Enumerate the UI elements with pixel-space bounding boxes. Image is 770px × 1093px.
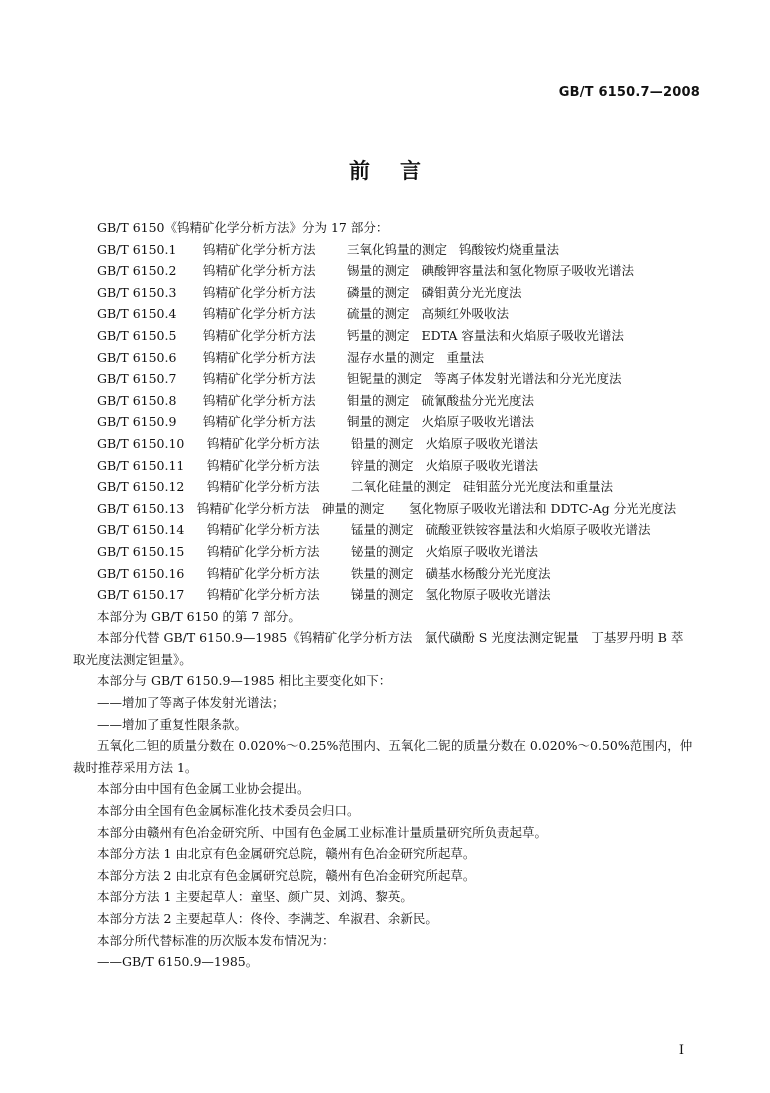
part-item-title: 铅量的测定 bbox=[351, 435, 414, 451]
part-series-title: 钨精矿化学分析方法 bbox=[203, 284, 316, 300]
part-series-title: 钨精矿化学分析方法 bbox=[207, 543, 320, 559]
part-item-title: 锑量的测定 bbox=[351, 587, 414, 603]
part-method-title: EDTA 容量法和火焰原子吸收光谱法 bbox=[421, 327, 624, 343]
part-series-title: 钨精矿化学分析方法 bbox=[203, 392, 316, 408]
part-list-item bbox=[73, 260, 695, 282]
part-list-item bbox=[73, 239, 695, 261]
part-series-title: 钨精矿化学分析方法 bbox=[203, 349, 316, 365]
part-code: GB/T 6150.13 bbox=[97, 500, 185, 516]
part-of-paragraph: 本部分为 GB/T 6150 的第 7 部分。 bbox=[97, 608, 301, 624]
change-item: ——增加了重复性限条款。 bbox=[97, 716, 248, 732]
part-series-title: 钨精矿化学分析方法 bbox=[207, 565, 320, 581]
part-series-title: 钨精矿化学分析方法 bbox=[207, 479, 320, 495]
part-code: GB/T 6150.2 bbox=[97, 263, 177, 279]
part-code: GB/T 6150.16 bbox=[97, 565, 185, 581]
part-list-item bbox=[73, 584, 695, 606]
part-method-title: 硫氰酸盐分光光度法 bbox=[421, 392, 535, 408]
method1-drafted-paragraph: 本部分方法 1 由北京有色金属研究总院，赣州有色冶金研究所起草。 bbox=[97, 846, 476, 862]
part-code: GB/T 6150.9 bbox=[97, 414, 177, 430]
part-series-title: 钨精矿化学分析方法 bbox=[196, 500, 310, 516]
part-item-title: 湿存水量的测定 bbox=[347, 349, 435, 365]
part-code: GB/T 6150.14 bbox=[97, 522, 185, 538]
part-series-title: 钨精矿化学分析方法 bbox=[207, 435, 320, 451]
part-method-title: 氢化物原子吸收光谱法 bbox=[425, 587, 551, 603]
part-method-title: 磷钼黄分光光度法 bbox=[421, 284, 522, 300]
part-method-title: 重量法 bbox=[446, 349, 485, 365]
part-list-item bbox=[73, 390, 695, 412]
part-item-title: 钼量的测定 bbox=[347, 392, 410, 408]
change-item: ——增加了等离子体发射光谱法； bbox=[97, 695, 285, 711]
part-item-title: 三氧化钨量的测定 bbox=[347, 241, 448, 257]
proposed-by-paragraph: 本部分由中国有色金属工业协会提出。 bbox=[97, 781, 310, 797]
part-method-title: 火焰原子吸收光谱法 bbox=[421, 414, 535, 430]
history-intro-paragraph: 本部分所代替标准的历次版本发布情况为： bbox=[97, 932, 335, 948]
part-item-title: 钽铌量的测定 bbox=[347, 371, 423, 387]
part-item-title: 铜量的测定 bbox=[347, 414, 410, 430]
page-number: I bbox=[678, 1043, 684, 1058]
part-method-title: 钨酸铵灼烧重量法 bbox=[459, 241, 560, 257]
part-code: GB/T 6150.3 bbox=[97, 284, 177, 300]
part-code: GB/T 6150.6 bbox=[97, 349, 177, 365]
part-method-title: 火焰原子吸收光谱法 bbox=[425, 435, 539, 451]
part-series-title: 钨精矿化学分析方法 bbox=[203, 371, 316, 387]
part-list-item bbox=[73, 368, 695, 390]
part-code: GB/T 6150.1 bbox=[97, 241, 177, 257]
part-series-title: 钨精矿化学分析方法 bbox=[207, 457, 320, 473]
part-item-title: 磷量的测定 bbox=[347, 284, 410, 300]
changes-intro-paragraph: 本部分与 GB/T 6150.9—1985 相比主要变化如下： bbox=[97, 673, 392, 689]
part-code: GB/T 6150.12 bbox=[97, 479, 185, 495]
part-series-title: 钨精矿化学分析方法 bbox=[203, 306, 316, 322]
page-title: 前言 bbox=[349, 159, 451, 183]
part-list-item bbox=[73, 282, 695, 304]
part-method-title: 硅钼蓝分光光度法和重量法 bbox=[463, 479, 614, 495]
part-list-item bbox=[73, 347, 695, 369]
part-code: GB/T 6150.17 bbox=[97, 587, 185, 603]
part-method-title: 碘酸钾容量法和氢化物原子吸收光谱法 bbox=[421, 263, 635, 279]
replaces-paragraph: 本部分代替 GB/T 6150.9—1985《钨精矿化学分析方法 氯代磺酚 S 光度法测定铌量 丁基罗丹明 B 萃取光度法测定钽量》。 bbox=[73, 630, 684, 667]
part-list-item bbox=[73, 563, 695, 585]
part-method-title: 磺基水杨酸分光光度法 bbox=[425, 565, 551, 581]
part-series-title: 钨精矿化学分析方法 bbox=[207, 587, 320, 603]
part-item-title: 铁量的测定 bbox=[351, 565, 414, 581]
part-item-title: 锌量的测定 bbox=[351, 457, 414, 473]
part-code: GB/T 6150.7 bbox=[97, 371, 177, 387]
part-code: GB/T 6150.11 bbox=[97, 457, 185, 473]
part-method-title: 火焰原子吸收光谱法 bbox=[425, 457, 539, 473]
part-list-item bbox=[73, 476, 695, 498]
part-code: GB/T 6150.5 bbox=[97, 327, 177, 343]
part-item-title: 铋量的测定 bbox=[351, 543, 414, 559]
part-method-title: 高频红外吸收法 bbox=[421, 306, 510, 322]
centralized-by-paragraph: 本部分由全国有色金属标准化技术委员会归口。 bbox=[97, 803, 360, 819]
part-item-title: 钙量的测定 bbox=[347, 327, 410, 343]
part-method-title: 火焰原子吸收光谱法 bbox=[425, 543, 539, 559]
method2-drafted-paragraph: 本部分方法 2 由北京有色金属研究总院，赣州有色冶金研究所起草。 bbox=[97, 867, 476, 883]
part-list-item bbox=[73, 433, 695, 455]
intro-paragraph: GB/T 6150《钨精矿化学分析方法》分为 17 部分： bbox=[97, 220, 389, 235]
document-body bbox=[73, 217, 695, 973]
part-list-item bbox=[73, 541, 695, 563]
part-series-title: 钨精矿化学分析方法 bbox=[203, 327, 316, 343]
part-method-title: 等离子体发射光谱法和分光光度法 bbox=[434, 371, 622, 387]
standard-code: GB/T 6150.7—2008 bbox=[558, 85, 700, 100]
scope-note-paragraph: 五氧化二钽的质量分数在 0.020%～0.25%范围内、五氧化二铌的质量分数在 0.020%～0.50%范围内，仲裁时推荐采用方法 1。 bbox=[73, 738, 693, 775]
part-item-title: 砷量的测定 bbox=[321, 500, 385, 516]
method1-drafters-paragraph: 本部分方法 1 主要起草人：童坚、颜广炅、刘鸿、黎英。 bbox=[97, 889, 413, 905]
part-code: GB/T 6150.8 bbox=[97, 392, 177, 408]
part-series-title: 钨精矿化学分析方法 bbox=[203, 414, 316, 430]
part-series-title: 钨精矿化学分析方法 bbox=[207, 522, 320, 538]
part-list-item bbox=[73, 325, 695, 347]
part-list-item bbox=[73, 411, 695, 433]
part-method-title: 氢化物原子吸收光谱法和 DDTC-Ag 分光光度法 bbox=[408, 500, 677, 516]
part-series-title: 钨精矿化学分析方法 bbox=[203, 263, 316, 279]
part-item-title: 锰量的测定 bbox=[351, 522, 414, 538]
part-code: GB/T 6150.15 bbox=[97, 543, 185, 559]
part-series-title: 钨精矿化学分析方法 bbox=[203, 241, 316, 257]
history-item: ——GB/T 6150.9—1985。 bbox=[97, 954, 259, 970]
part-list-item bbox=[73, 519, 695, 541]
part-list-item bbox=[73, 303, 695, 325]
responsible-drafting-paragraph: 本部分由赣州有色冶金研究所、中国有色金属工业标准计量质量研究所负责起草。 bbox=[97, 824, 548, 840]
part-item-title: 硫量的测定 bbox=[347, 306, 410, 322]
part-item-title: 二氧化硅量的测定 bbox=[351, 479, 452, 495]
parts-list bbox=[73, 239, 695, 606]
part-list-item bbox=[73, 455, 695, 477]
part-code: GB/T 6150.10 bbox=[97, 435, 185, 451]
part-item-title: 锡量的测定 bbox=[347, 263, 410, 279]
part-code: GB/T 6150.4 bbox=[97, 306, 177, 322]
part-method-title: 硫酸亚铁铵容量法和火焰原子吸收光谱法 bbox=[425, 522, 651, 538]
method2-drafters-paragraph: 本部分方法 2 主要起草人：佟伶、李满芝、牟淑君、余新民。 bbox=[97, 911, 438, 926]
part-list-item bbox=[73, 498, 695, 520]
